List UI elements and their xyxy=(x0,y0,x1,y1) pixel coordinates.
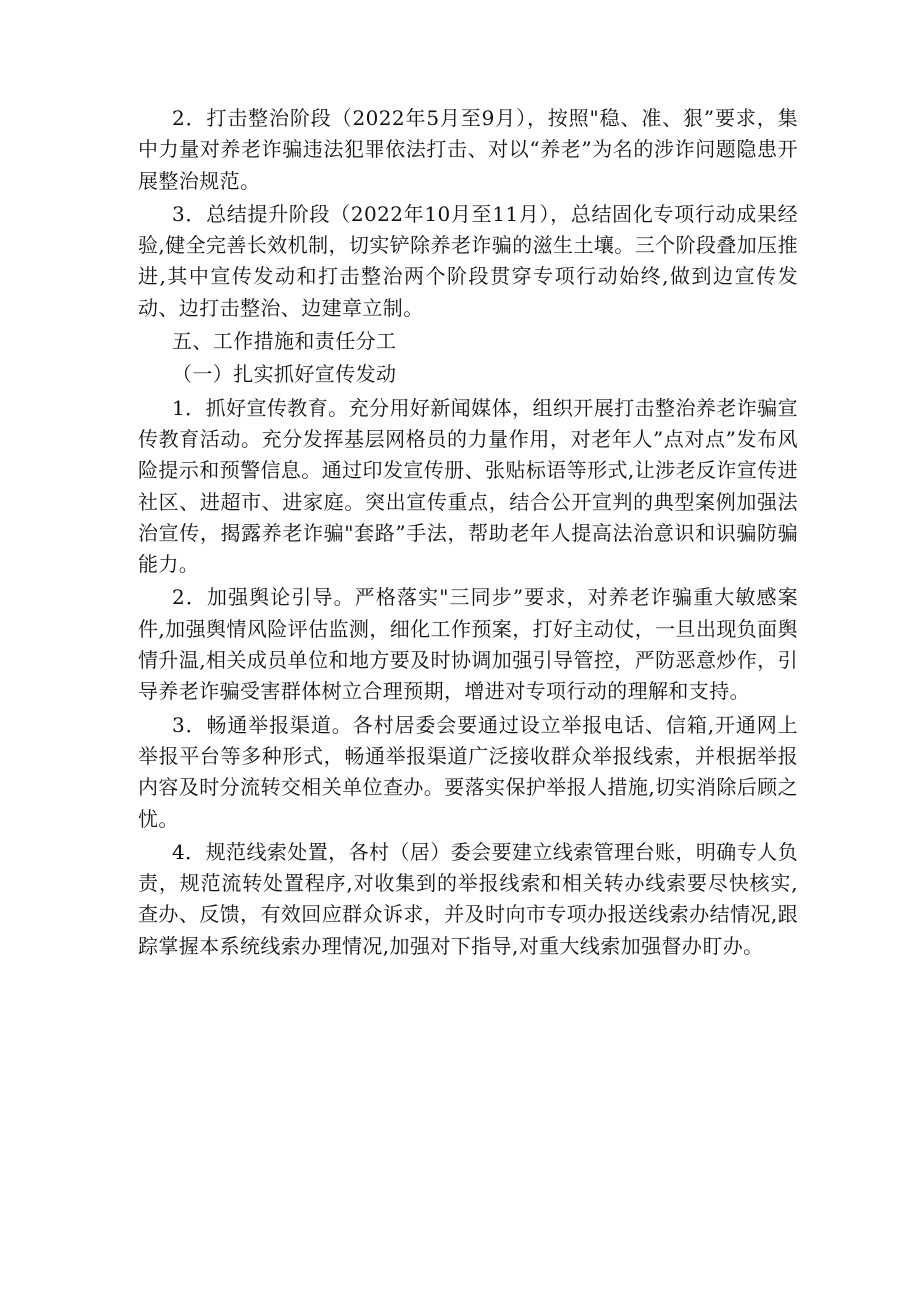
document-body xyxy=(138,103,798,964)
section-heading-five: 五、工作措施和责任分工 xyxy=(172,329,397,354)
paragraph-phase-3: 3．总结提升阶段（2022年10月至11月），总结固化专项行动成果经验,健全完善长效机制，切实铲除养老诈骗的滋生土壤。三个阶段叠加压推进,其中宣传发动和打击整治两个阶段贯穿专项行动始终,做到边宣传发动、边打击整治、边建章立制。 xyxy=(138,201,798,320)
paragraph-item-1: 1．抓好宣传教育。充分用好新闻媒体，组织开展打击整治养老诈骗宣传教育活动。充分发挥基层网格员的力量作用，对老年人”点对点”发布风险提示和预警信息。通过印发宣传册、张贴标语等形式,让涉老反诈宣传进社区、进超市、进家庭。突出宣传重点，结合公开宣判的典型案例加强法治宣传，揭露养老诈骗"套路”手法，帮助老年人提高法治意识和识骗防骗能力。 xyxy=(138,395,798,577)
paragraph-phase-2: 2．打击整治阶段（2022年5月至9月），按照"稳、准、狠”要求，集中力量对养老诈骗违法犯罪依法打击、对以“养老”为名的涉诈问题隐患开展整治规范。 xyxy=(138,106,798,193)
paragraph-item-4: 4．规范线索处置，各村（居）委会要建立线索管理台账，明确专人负责，规范流转处置程序,对收集到的举报线索和相关转办线索要尽快核实,查办、反馈，有效回应群众诉求，并及时向市专项办报送线索办结情况,跟踪掌握本系统线索办理情况,加强对下指导,对重大线索加强督办盯办。 xyxy=(138,839,798,958)
subsection-heading-one: （一）扎实抓好宣传发动 xyxy=(172,362,397,387)
paragraph-item-3: 3．畅通举报渠道。各村居委会要通过设立举报电话、信箱,开通网上举报平台等多种形式，畅通举报渠道广泛接收群众举报线索，并根据举报内容及时分流转交相关单位查办。要落实保护举报人措施,切实消除后顾之忧。 xyxy=(138,712,798,831)
paragraph-item-2: 2．加强舆论引导。严格落实"三同步”要求，对养老诈骗重大敏感案件,加强舆情风险评估监测，细化工作预案，打好主动仗，一旦出现负面舆情升温,相关成员单位和地方要及时协调加强引导管控，严防恶意炒作，引导养老诈骗受害群体树立合理预期，增进对专项行动的理解和支持。 xyxy=(138,585,798,704)
